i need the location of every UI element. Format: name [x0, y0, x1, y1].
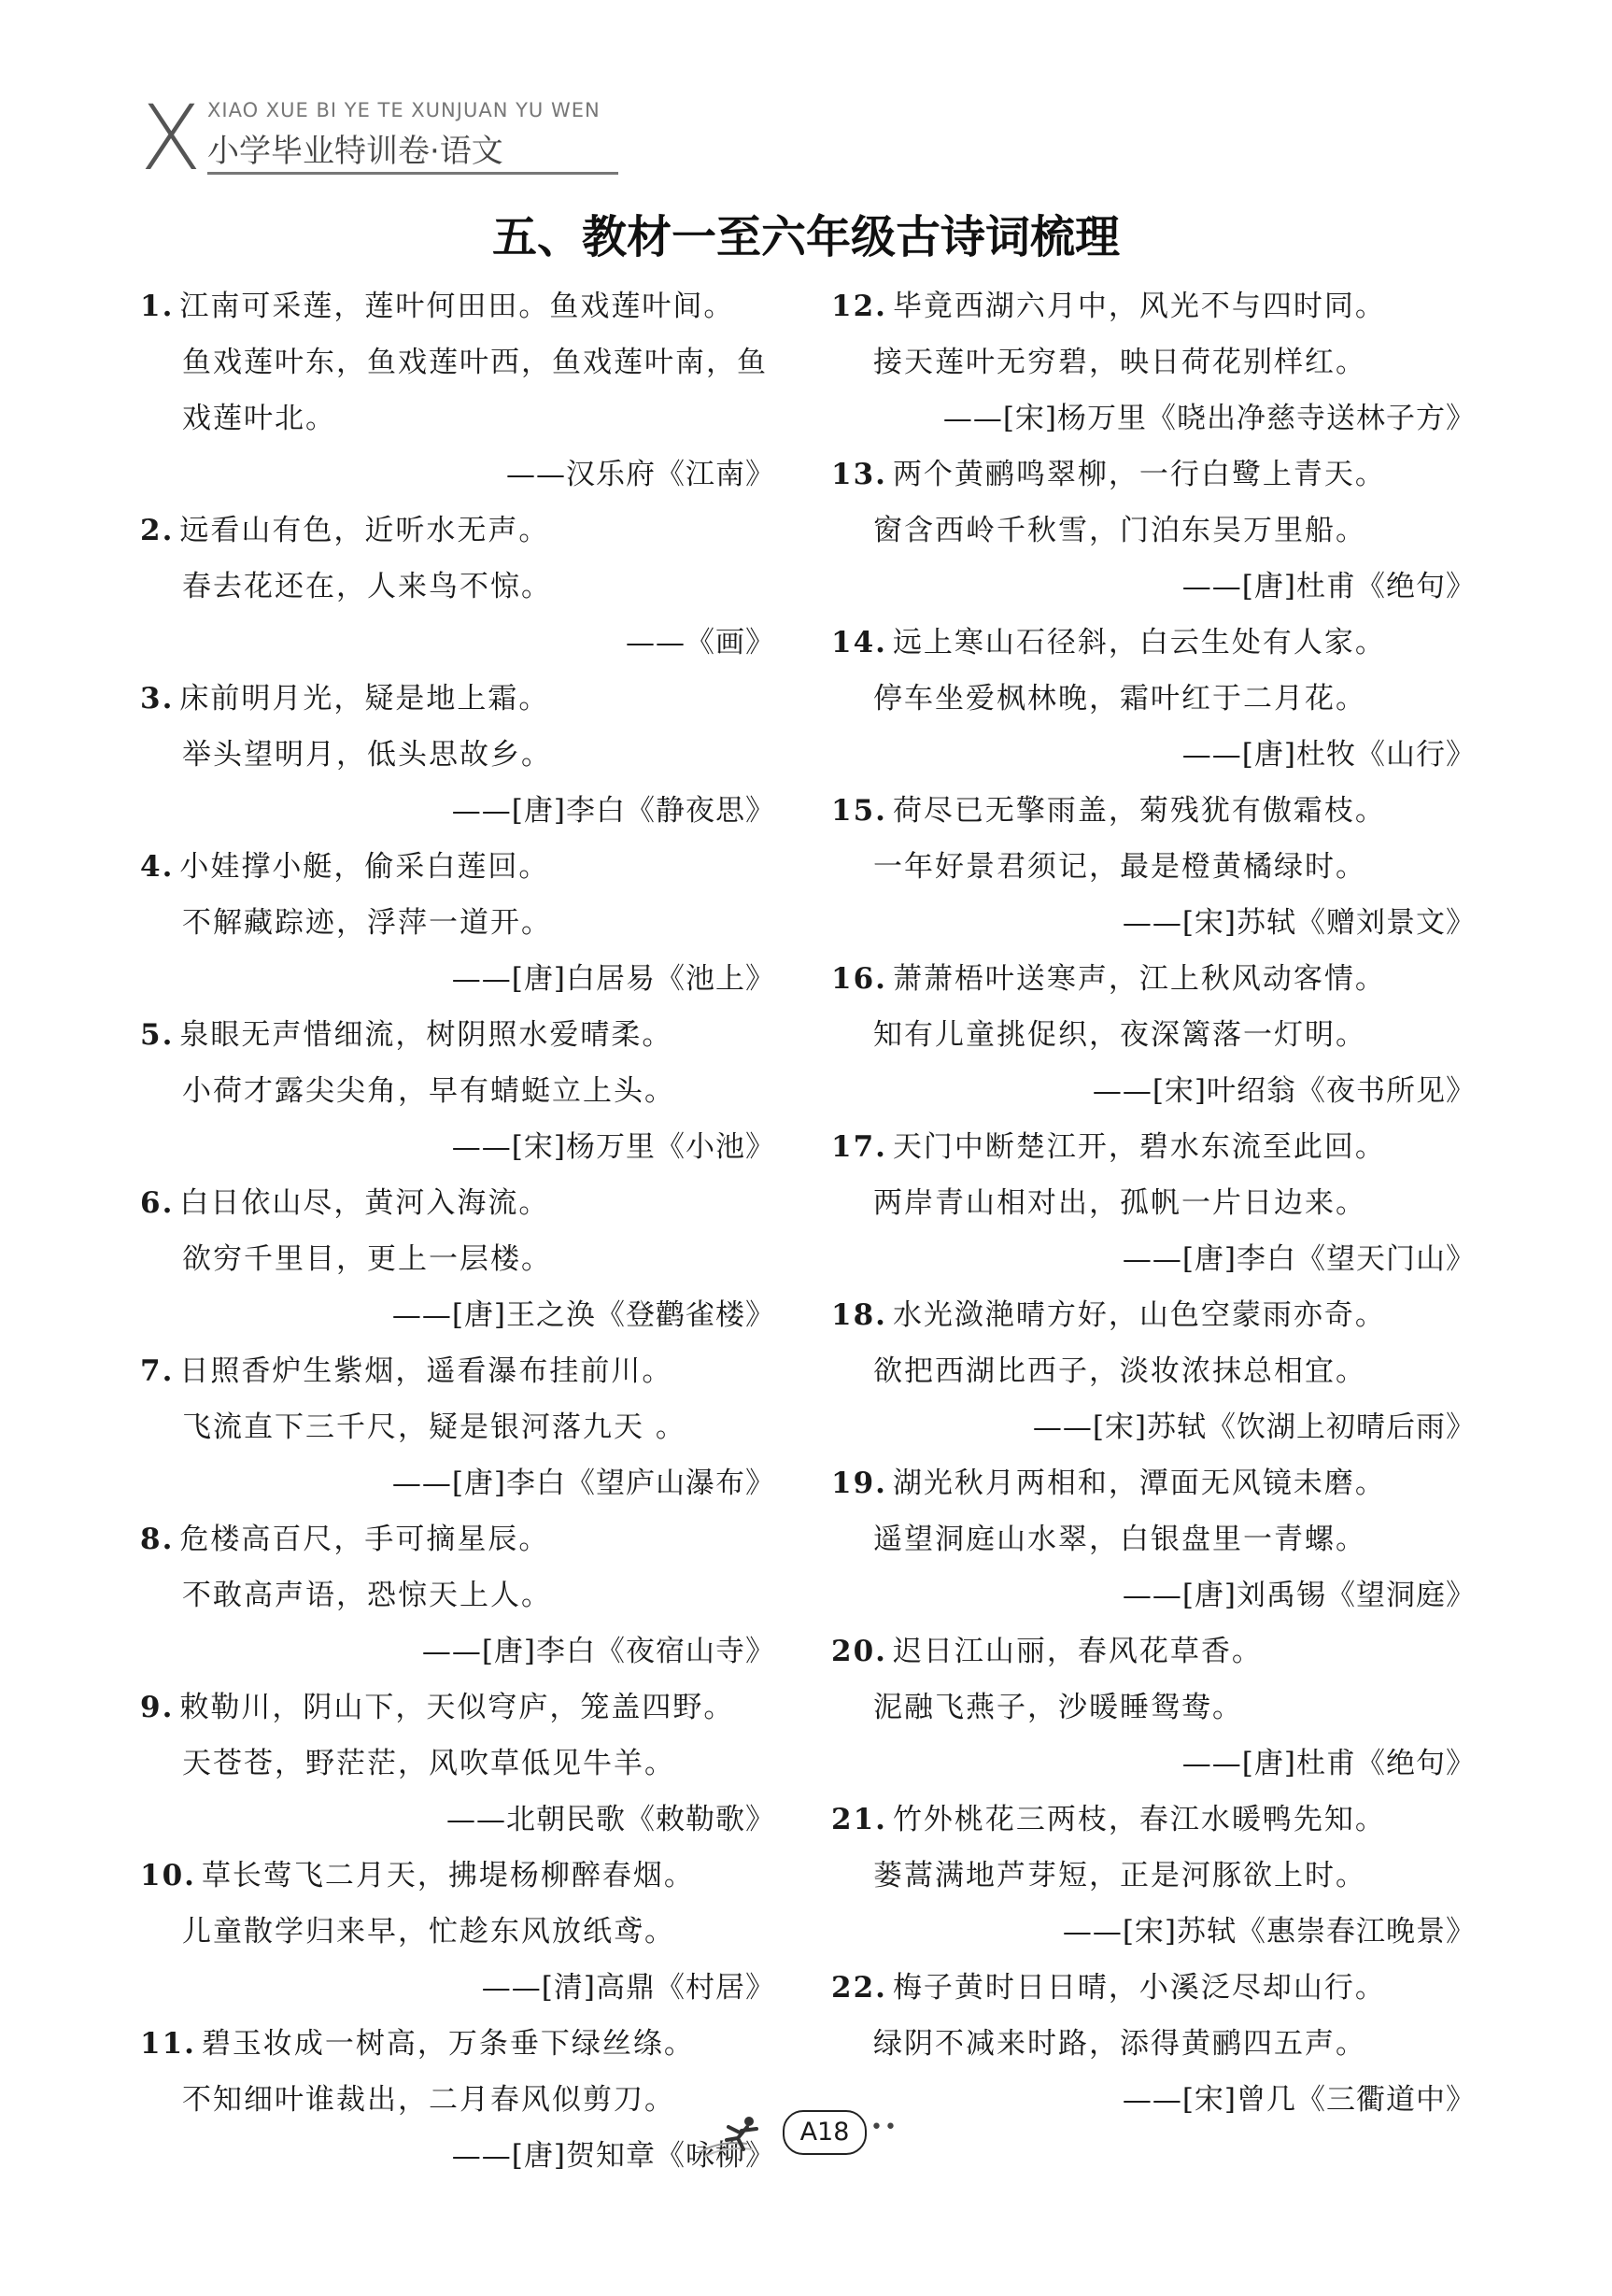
poem-text: 鱼戏莲叶东，鱼戏莲叶西，鱼戏莲叶南，鱼: [182, 346, 768, 379]
poem-line: [831, 1623, 1476, 1679]
poem-line: [831, 1175, 1476, 1231]
poem-number: 6.: [140, 1186, 175, 1220]
poem-text: 远上寒山石径斜，白云生处有人家。: [892, 626, 1386, 659]
poem-line: [831, 1960, 1476, 2016]
poem-number: 17.: [831, 1130, 887, 1164]
poem-line: [831, 839, 1476, 895]
poem-line: [140, 2016, 775, 2072]
poem-item: [831, 446, 1476, 615]
poem-line: [140, 1736, 775, 1792]
poem-number: 16.: [831, 962, 887, 996]
poem-line: [140, 895, 775, 951]
poem-number: 20.: [831, 1635, 887, 1668]
poem-source: ——[宋]苏轼《饮湖上初晴后雨》: [1032, 1410, 1476, 1444]
poem-text: 知有儿童挑促织，夜深篱落一灯明。: [873, 1018, 1366, 1052]
poem-line: [831, 446, 1476, 503]
poem-line: [140, 1511, 775, 1567]
poem-line: [831, 951, 1476, 1007]
poem-number: 11.: [140, 2027, 196, 2061]
page-number-badge: A18: [783, 2110, 867, 2155]
poem-item: [831, 1455, 1476, 1623]
poem-item: [140, 503, 775, 671]
poem-text: 儿童散学归来早，忙趁东风放纸鸢。: [182, 1915, 675, 1949]
poem-number: 13.: [831, 458, 887, 491]
poem-text: 迟日江山丽，春风花草香。: [892, 1635, 1263, 1668]
poem-number: 12.: [831, 290, 887, 323]
poem-number: 10.: [140, 1859, 196, 1892]
poem-item: [140, 839, 775, 1007]
logo-x: X: [140, 86, 202, 191]
poem-number: 14.: [831, 626, 887, 659]
poem-line: [140, 839, 775, 895]
poem-line: [140, 1063, 775, 1119]
poem-text: 毕竟西湖六月中，风光不与四时同。: [892, 290, 1386, 323]
poem-source: ——[宋]苏轼《赠刘景文》: [1122, 906, 1476, 940]
poem-line: [140, 1175, 775, 1231]
poem-text: 不解藏踪迹，浮萍一道开。: [182, 906, 552, 940]
poem-text: 草长莺飞二月天，拂堤杨柳醉春烟。: [201, 1859, 695, 1892]
poem-source: ——[唐]杜甫《绝句》: [1181, 1747, 1476, 1780]
poem-item: [831, 951, 1476, 1119]
poem-text: 绿阴不减来时路，添得黄鹂四五声。: [873, 2027, 1366, 2061]
poem-text: 泥融飞燕子，沙暖睡鸳鸯。: [873, 1691, 1243, 1724]
poem-number: 3.: [140, 682, 175, 716]
poem-number: 8.: [140, 1523, 175, 1556]
poem-line: [140, 1343, 775, 1399]
poem-text: 荷尽已无擎雨盖，菊残犹有傲霜枝。: [892, 794, 1386, 828]
poem-item: [140, 671, 775, 839]
poem-source: ——[唐]李白《望天门山》: [1122, 1242, 1476, 1276]
poem-item: [140, 1511, 775, 1679]
poem-item: [140, 278, 775, 503]
poem-text: 床前明月光，疑是地上霜。: [179, 682, 550, 716]
footer-dots: ••: [870, 2116, 898, 2139]
poem-text: 天苍苍，野茫茫，风吹草低见牛羊。: [182, 1747, 675, 1780]
poem-item: [140, 1175, 775, 1343]
poem-number: 4.: [140, 850, 175, 884]
poem-line: [140, 1848, 775, 1904]
poem-number: 21.: [831, 1803, 887, 1836]
poem-source: ——[唐]刘禹锡《望洞庭》: [1122, 1579, 1476, 1612]
poem-line: [140, 559, 775, 615]
poem-item: [831, 1960, 1476, 2128]
poem-text: 碧玉妆成一树高，万条垂下绿丝绦。: [201, 2027, 695, 2061]
poem-text: 萧萧梧叶送寒声，江上秋风动客情。: [892, 962, 1386, 996]
poem-number: 7.: [140, 1354, 175, 1388]
poem-line: [140, 1679, 775, 1736]
poem-line: [140, 727, 775, 783]
poem-source: ——[唐]白居易《池上》: [451, 962, 775, 996]
poem-line: [831, 1343, 1476, 1399]
poem-source: ——[清]高鼎《村居》: [481, 1971, 775, 2005]
poem-text: 小娃撑小艇，偷采白莲回。: [179, 850, 550, 884]
poem-line: [140, 278, 775, 334]
poem-item: [140, 1679, 775, 1848]
poem-source: ——[唐]杜牧《山行》: [1181, 738, 1476, 772]
poem-text: 天门中断楚江开，碧水东流至此回。: [892, 1130, 1386, 1164]
poem-text: 不敢高声语，恐惊天上人。: [182, 1579, 552, 1612]
poem-text: 遥望洞庭山水翠，白银盘里一青螺。: [873, 1523, 1366, 1556]
poem-line: [831, 615, 1476, 671]
poem-line: [140, 1399, 775, 1455]
poem-line: [831, 1511, 1476, 1567]
poem-item: [140, 1848, 775, 2016]
poem-text: 两岸青山相对出，孤帆一片日边来。: [873, 1186, 1366, 1220]
poem-line: [140, 1904, 775, 1960]
poem-item: [831, 1119, 1476, 1287]
poem-number: 5.: [140, 1018, 175, 1052]
poem-item: [831, 1287, 1476, 1455]
poem-number: 9.: [140, 1691, 175, 1724]
poem-number: 15.: [831, 794, 887, 828]
poem-source: ——《画》: [626, 626, 775, 659]
poem-line: [831, 671, 1476, 727]
poem-source: ——[唐]李白《夜宿山寺》: [421, 1635, 775, 1668]
poem-text: 湖光秋月两相和，潭面无风镜未磨。: [892, 1467, 1386, 1500]
poem-column-left: [140, 278, 775, 2184]
poem-text: 水光潋滟晴方好，山色空蒙雨亦奇。: [892, 1298, 1386, 1332]
poem-text: 欲把西湖比西子，淡妆浓抹总相宜。: [873, 1354, 1366, 1388]
page-footer: [0, 2106, 1612, 2162]
poem-text: 梅子黄时日日晴，小溪泛尽却山行。: [892, 1971, 1386, 2005]
poem-text: 敕勒川，阴山下，天似穹庐，笼盖四野。: [179, 1691, 735, 1724]
poem-item: [140, 1343, 775, 1511]
poem-number: 2.: [140, 514, 175, 547]
poem-text: 欲穷千里目，更上一层楼。: [182, 1242, 552, 1276]
poem-text: 危楼高百尺，手可摘星辰。: [179, 1523, 550, 1556]
poem-number: 18.: [831, 1298, 887, 1332]
poem-source: ——[宋]杨万里《晓出净慈寺送林子方》: [942, 402, 1476, 435]
poem-line: [831, 1119, 1476, 1175]
poem-text: 飞流直下三千尺，疑是银河落九天 。: [182, 1410, 686, 1444]
poem-source: ——[宋]叶绍翁《夜书所见》: [1092, 1074, 1476, 1108]
poem-source: ——[唐]李白《静夜思》: [451, 794, 775, 828]
poem-line: [140, 1231, 775, 1287]
header-underline: [207, 172, 618, 175]
poem-item: [831, 1623, 1476, 1792]
poem-text: 竹外桃花三两枝，春江水暖鸭先知。: [892, 1803, 1386, 1836]
poem-source: ——[唐]李白《望庐山瀑布》: [391, 1467, 775, 1500]
poem-text: 远看山有色，近听水无声。: [179, 514, 550, 547]
poem-number: 1.: [140, 290, 175, 323]
poem-text: 蒌蒿满地芦芽短，正是河豚欲上时。: [873, 1859, 1366, 1892]
poem-text: 春去花还在，人来鸟不惊。: [182, 570, 552, 603]
poem-line: [831, 1679, 1476, 1736]
poem-item: [831, 1792, 1476, 1960]
poem-line: [831, 783, 1476, 839]
poem-line: [140, 334, 775, 390]
poem-text: 江南可采莲，莲叶何田田。鱼戏莲叶间。: [179, 290, 735, 323]
poem-item: [831, 278, 1476, 446]
page-title: 五、教材一至六年级古诗词梳理: [491, 211, 1120, 263]
poem-number: 22.: [831, 1971, 887, 2005]
poem-source: ——北朝民歌《敕勒歌》: [446, 1803, 775, 1836]
poem-line: [831, 1455, 1476, 1511]
poem-line: [831, 1848, 1476, 1904]
poem-text: 日照香炉生紫烟，遥看瀑布挂前川。: [179, 1354, 673, 1388]
poem-source: ——[唐]杜甫《绝句》: [1181, 570, 1476, 603]
poem-line: [831, 2016, 1476, 2072]
poem-item: [140, 1007, 775, 1175]
poem-text: 泉眼无声惜细流，树阴照水爱晴柔。: [179, 1018, 673, 1052]
poem-source: ——[唐]贺知章《咏柳》: [451, 2139, 775, 2173]
poem-source: ——汉乐府《江南》: [506, 458, 775, 491]
poem-text: 白日依山尽，黄河入海流。: [179, 1186, 550, 1220]
poem-text: 两个黄鹂鸣翠柳，一行白鹭上青天。: [892, 458, 1386, 491]
poem-text: 举头望明月，低头思故乡。: [182, 738, 552, 772]
poem-line: [831, 1287, 1476, 1343]
poem-line: [140, 390, 775, 446]
poem-text: 窗含西岭千秋雪，门泊东吴万里船。: [873, 514, 1366, 547]
poem-line: [140, 1007, 775, 1063]
poem-source: ——[宋]曾几《三衢道中》: [1122, 2083, 1476, 2117]
running-figure-icon: [691, 2112, 775, 2159]
poem-source: ——[宋]苏轼《惠崇春江晚景》: [1062, 1915, 1476, 1949]
poem-text: 小荷才露尖尖角，早有蜻蜓立上头。: [182, 1074, 675, 1108]
poem-line: [140, 671, 775, 727]
poem-item: [831, 615, 1476, 783]
poem-text: 戏莲叶北。: [182, 402, 336, 435]
poem-text: 接天莲叶无穷碧，映日荷花别样红。: [873, 346, 1366, 379]
poem-line: [140, 1567, 775, 1623]
poem-line: [831, 278, 1476, 334]
poem-line: [831, 1007, 1476, 1063]
poem-line: [831, 1792, 1476, 1848]
poem-line: [831, 334, 1476, 390]
poem-line: [140, 503, 775, 559]
book-header: [140, 86, 626, 191]
poem-item: [831, 783, 1476, 951]
poem-source: ——[宋]杨万里《小池》: [451, 1130, 775, 1164]
poem-number: 19.: [831, 1467, 887, 1500]
poem-source: ——[唐]王之涣《登鹳雀楼》: [391, 1298, 775, 1332]
poem-text: 一年好景君须记，最是橙黄橘绿时。: [873, 850, 1366, 884]
header-pinyin: XIAO XUE BI YE TE XUNJUAN YU WEN: [207, 99, 601, 121]
poem-column-right: [831, 278, 1476, 2128]
poem-line: [831, 503, 1476, 559]
poem-text: 不知细叶谁裁出，二月春风似剪刀。: [182, 2083, 675, 2117]
header-title: 小学毕业特训卷·语文: [207, 133, 503, 170]
poem-text: 停车坐爱枫林晚，霜叶红于二月花。: [873, 682, 1366, 716]
